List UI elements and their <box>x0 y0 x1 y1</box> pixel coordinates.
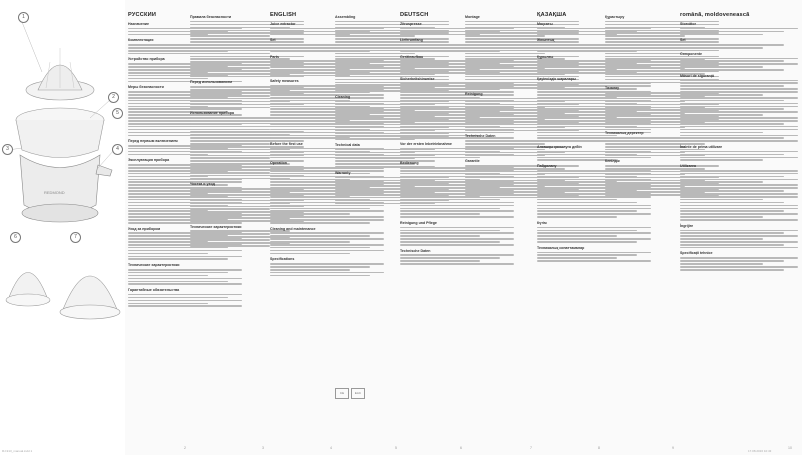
section-heading: Safety measures <box>270 79 299 84</box>
section-heading: Тазалау <box>605 86 620 91</box>
section-heading: Cleaning and maintenance <box>270 226 316 231</box>
section-heading: Reinigung <box>465 91 483 96</box>
section-heading: Использование прибора <box>190 111 234 116</box>
section-heading: Эксплуатация прибора <box>128 158 170 163</box>
page-number: 2 <box>184 446 186 450</box>
section-heading: Жиынтық <box>537 38 555 43</box>
section-heading: Гарантийные обязательства <box>128 287 180 292</box>
section-heading: Înainte de prima utilizare <box>680 144 723 149</box>
eac-mark: EAC <box>351 388 365 399</box>
section-heading: Мақсаты <box>537 22 553 26</box>
column-title: РУССКИЙ <box>128 12 157 18</box>
section-heading: Geräteaufbau <box>400 54 424 59</box>
section-heading: Меры безопасности <box>128 85 164 90</box>
section-heading: Îngrijire <box>680 223 694 228</box>
section-heading: Garantie <box>465 159 480 164</box>
callout-1: 1 <box>18 12 29 23</box>
page-number: 3 <box>262 446 264 450</box>
section-heading: Componente <box>680 51 702 56</box>
section-heading: Техникалық сипаттамалар <box>537 245 585 250</box>
section-heading: Чистка и уход <box>190 182 215 187</box>
callout-3: 3 <box>2 144 13 155</box>
page-number: 7 <box>530 446 532 450</box>
juicer-drawing <box>0 0 125 455</box>
section-heading: Устройство прибора <box>128 57 165 62</box>
section-heading: Комплектация <box>128 38 154 43</box>
section-heading: Кепілдік <box>605 159 620 164</box>
product-illustration-panel <box>0 0 125 455</box>
callout-2: 2 <box>108 92 119 103</box>
section-heading: Құрылғы <box>537 54 554 59</box>
section-heading: Cleaning <box>335 94 351 99</box>
section-heading: Перед первым включением <box>128 139 178 144</box>
section-heading: Operation <box>270 161 287 166</box>
section-heading: Technical data <box>335 142 360 147</box>
section-heading: Zitruspresse <box>400 22 422 26</box>
column-title: ENGLISH <box>270 12 297 18</box>
product-label: REDMOND <box>44 190 65 195</box>
page-number: 4 <box>330 446 332 450</box>
section-heading: Назначение <box>128 22 149 26</box>
page-number: 5 <box>395 446 397 450</box>
callout-6: 6 <box>10 232 21 243</box>
section-heading: Specifications <box>270 257 295 262</box>
section-heading: Set <box>270 38 276 43</box>
section-heading: Specificații tehnice <box>680 251 713 256</box>
spout-shape <box>96 165 112 176</box>
page-number: 8 <box>598 446 600 450</box>
callout-7: 7 <box>70 232 81 243</box>
page-number: 9 <box>672 446 674 450</box>
section-heading: Правила безопасности <box>190 15 232 19</box>
section-heading: Құрастыру <box>605 15 625 19</box>
section-heading: Vor der ersten Inbetriebnahme <box>400 141 452 146</box>
column-title: ҚАЗАҚША <box>537 12 567 18</box>
ce-mark: CE <box>335 388 349 399</box>
section-heading: Алғашқы қосылуға дейін <box>537 144 582 149</box>
section-heading: Reinigung und Pflege <box>400 220 437 225</box>
section-heading: Күтім <box>537 220 547 225</box>
callout-5: 5 <box>112 108 123 119</box>
section-heading: Lieferumfang <box>400 38 423 43</box>
footer-file-name: RJ-913_manual.indd 1 <box>2 449 33 453</box>
section-heading: Technische Daten <box>465 134 496 139</box>
section-heading: Parts <box>270 54 279 59</box>
section-heading: Storcător <box>680 22 696 26</box>
section-heading: Перед использованием <box>190 80 233 85</box>
page-number: 6 <box>460 446 462 450</box>
section-heading: Warranty <box>335 170 351 175</box>
section-heading: Montage <box>465 15 480 19</box>
footer-timestamp: 17.08.2016 10:43 <box>748 449 772 453</box>
section-heading: Utilizarea <box>680 164 696 169</box>
section-heading: Măsuri de siguranță <box>680 73 714 78</box>
section-heading: Технические характеристики <box>128 263 180 268</box>
section-heading: Уход за прибором <box>128 226 161 231</box>
column-title: română, moldovenească <box>680 12 750 18</box>
page-number: 10 <box>788 446 792 450</box>
section-heading: Техникалық деректер <box>605 131 644 136</box>
section-heading: Technische Daten <box>400 248 431 253</box>
section-heading: Before the first use <box>270 141 303 146</box>
section-heading: Технические характеристики <box>190 224 242 229</box>
base-shape <box>22 204 98 222</box>
column-title: DEUTSCH <box>400 12 429 18</box>
section-heading: Set <box>680 38 686 43</box>
section-heading: Assembling <box>335 15 356 19</box>
section-heading: Bedienung <box>400 161 419 166</box>
section-heading: Пайдалану <box>537 164 557 169</box>
section-heading: Қауіпсіздік шаралары <box>537 76 576 81</box>
callout-4: 4 <box>112 144 123 155</box>
section-heading: Sicherheitshinweise <box>400 76 435 81</box>
column-romanian <box>680 12 798 442</box>
section-heading: Juice extractor <box>270 22 296 26</box>
